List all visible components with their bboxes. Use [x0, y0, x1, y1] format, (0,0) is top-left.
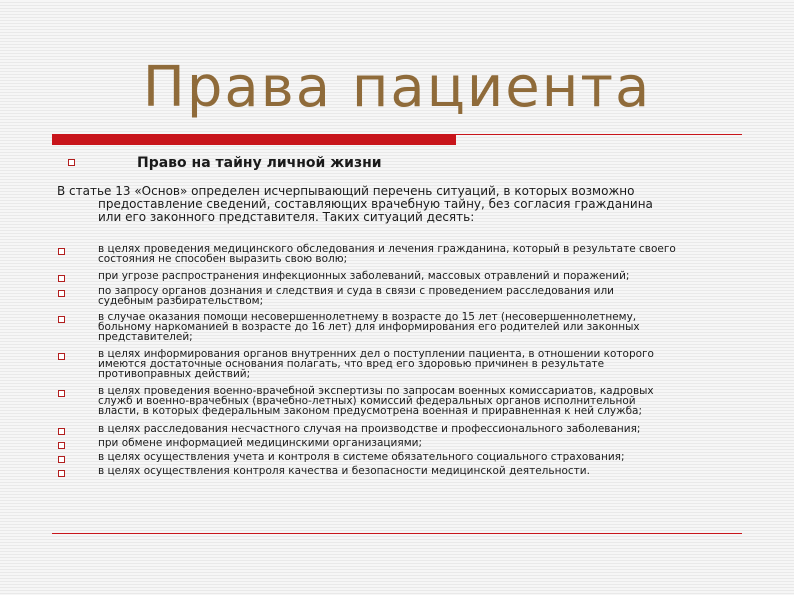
slide-title: Права пациента — [142, 55, 652, 120]
square-bullet-icon — [58, 428, 65, 435]
square-bullet-icon — [68, 159, 75, 166]
square-bullet-icon — [58, 456, 65, 463]
list-item-line: судебным разбирательством; — [98, 295, 264, 307]
title-divider-thick — [52, 135, 456, 145]
square-bullet-icon — [58, 470, 65, 477]
list-item-line: имеются достаточные основания полагать, что вред его здоровью причинен в результате — [98, 358, 605, 370]
list-item-line: при угрозе распространения инфекционных заболеваний, массовых отравлений и поражений; — [98, 270, 630, 282]
subheading-row — [68, 154, 748, 174]
square-bullet-icon — [58, 353, 65, 360]
intro-paragraph — [57, 185, 757, 224]
list-item-line: в целях проведения медицинского обследования и лечения гражданина, который в результате своего — [98, 243, 676, 255]
intro-line: или его законного представителя. Таких ситуаций десять: — [98, 210, 475, 224]
bottom-divider — [52, 533, 742, 534]
square-bullet-icon — [58, 442, 65, 449]
list-item-line: в целях осуществления учета и контроля в системе обязательного социального страхования; — [98, 451, 625, 463]
list-item-line: состояния не способен выразить свою волю; — [98, 253, 348, 265]
list-item-line: служб и военно-врачебных (врачебно-летных) комиссий федеральных органов исполнительной — [98, 395, 636, 407]
square-bullet-icon — [58, 275, 65, 282]
square-bullet-icon — [58, 290, 65, 297]
intro-line: предоставление сведений, составляющих врачебную тайну, без согласия гражданина — [98, 197, 653, 211]
list-item-line: власти, в которых федеральным законом предусмотрена военная и приравненная к ней служба; — [98, 405, 643, 417]
list-item-line: по запросу органов дознания и следствия и суда в связи с проведением расследования или — [98, 285, 615, 297]
list-item-line: в целях проведения военно-врачебной экспертизы по запросам военных комиссариатов, кадровых — [98, 385, 654, 397]
list-item-line: больному наркоманией в возрасте до 16 лет) для информирования его родителей или законных — [98, 321, 640, 333]
list-item-line: в целях осуществления контроля качества и безопасности медицинской деятельности. — [98, 465, 590, 477]
intro-line: В статье 13 «Основ» определен исчерпывающий перечень ситуаций, в которых возможно — [57, 184, 635, 198]
square-bullet-icon — [58, 390, 65, 397]
square-bullet-icon — [58, 316, 65, 323]
subheading: Право на тайну личной жизни — [137, 155, 382, 171]
list-item-line: в целях расследования несчастного случая на производстве и профессионального заболевания; — [98, 423, 641, 435]
list-item-line: при обмене информацией медицинскими организациями; — [98, 437, 422, 449]
list-item-line: представителей; — [98, 331, 193, 343]
list-item-line: в случае оказания помощи несовершеннолетнему в возрасте до 15 лет (несовершеннолетнему, — [98, 311, 637, 323]
list-item-line: в целях информирования органов внутренних дел о поступлении пациента, в отношении которого — [98, 348, 654, 360]
list-item-line: противоправных действий; — [98, 368, 251, 380]
square-bullet-icon — [58, 248, 65, 255]
